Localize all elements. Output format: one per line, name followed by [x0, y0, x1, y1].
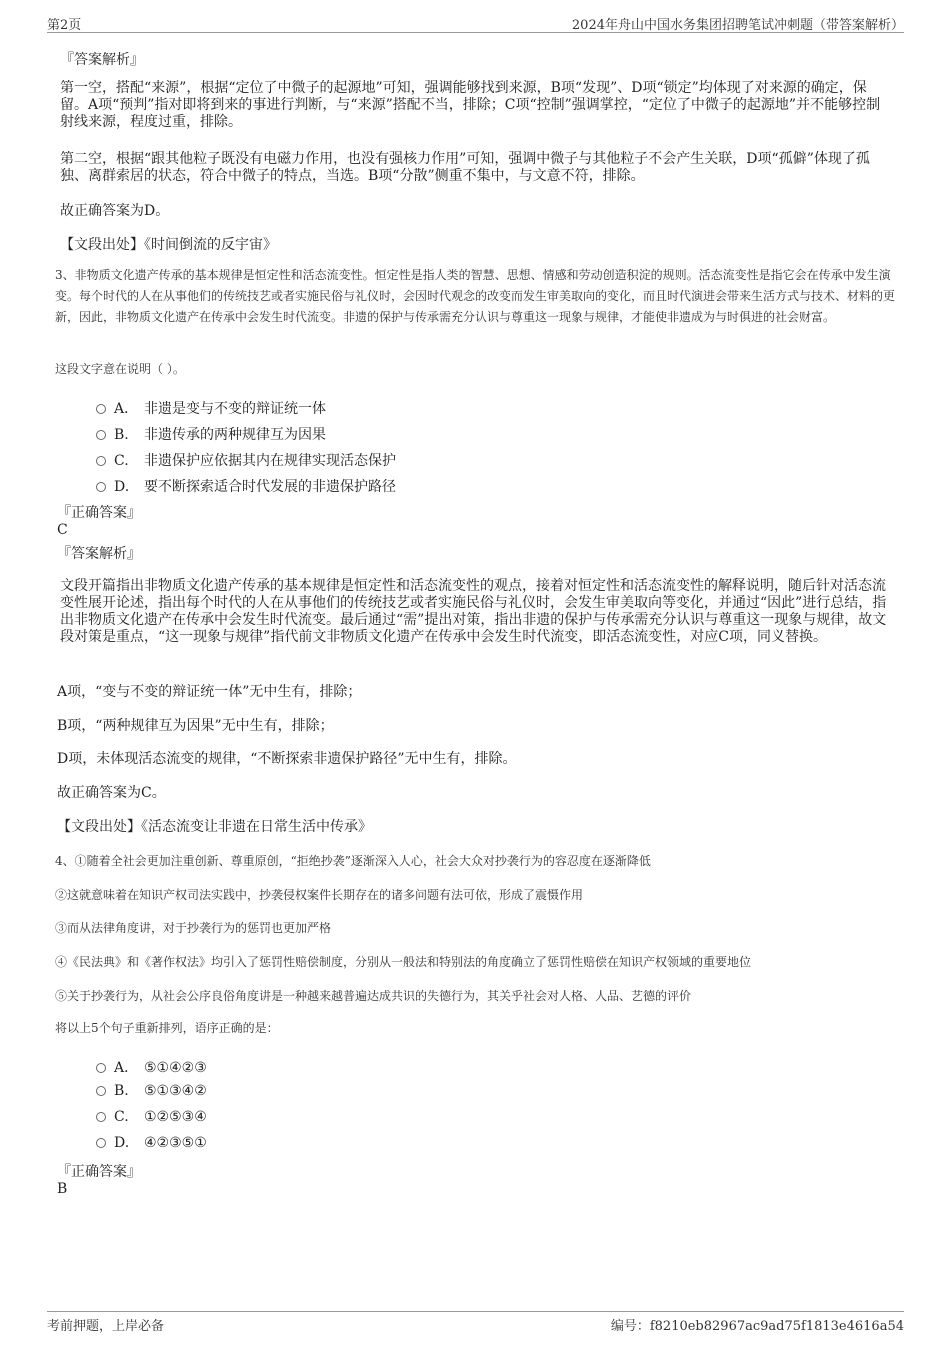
- option-b[interactable]: B. 非遗传承的两种规律互为因果: [96, 424, 326, 444]
- option-d[interactable]: D. 要不断探索适合时代发展的非遗保护路径: [96, 476, 396, 496]
- option-c[interactable]: C. 非遗保护应依据其内在规律实现活态保护: [96, 450, 396, 470]
- option-c[interactable]: C. ①②⑤③④: [96, 1109, 207, 1129]
- page-number: 第2页: [47, 18, 82, 33]
- sentence-2: ②这就意味着在知识产权司法实践中，抄袭侵权案件长期存在的诸多问题有法可依，形成了震慑作用: [55, 888, 584, 902]
- radio-icon[interactable]: [96, 1063, 106, 1073]
- sentence-5: ⑤关于抄袭行为，从社会公序良俗角度讲是一种越来越普遍达成共识的失德行为，其关乎社会对人格、人品、艺德的评价: [55, 989, 692, 1003]
- radio-icon[interactable]: [96, 456, 106, 466]
- option-note-b: B项，“两种规律互为因果”无中生有，排除；: [57, 718, 334, 734]
- footer-slogan: 考前押题，上岸必备: [47, 1319, 165, 1334]
- radio-icon[interactable]: [96, 404, 106, 414]
- analysis-paragraph: 第二空，根据“跟其他粒子既没有电磁力作用，也没有强核力作用”可知，强调中微子与其他粒子不会产生关联，D项“孤僻”体现了孤独、离群索居的状态，符合中微子的特点，当选。B项“分散”侧重不集中，与文意不符，排除。: [60, 151, 870, 184]
- sentence-3: ③而从法律角度讲，对于抄袭行为的惩罚也更加严格: [55, 921, 332, 935]
- source-citation: 【文段出处】《时间倒流的反宇宙》: [60, 237, 277, 253]
- option-a[interactable]: A． ⑤①④②③: [96, 1057, 207, 1077]
- analysis-label: 『答案解析』: [57, 546, 141, 562]
- document-title: 2024年舟山中国水务集团招聘笔试冲刺题（带答案解析）: [571, 18, 904, 33]
- option-b[interactable]: B. ⑤①③④②: [96, 1083, 207, 1103]
- page-header: [47, 14, 904, 33]
- answer-label: 『正确答案』: [57, 505, 141, 521]
- correct-answer: C: [57, 522, 68, 538]
- option-a[interactable]: A． 非遗是变与不变的辩证统一体: [96, 398, 326, 418]
- page-footer: [47, 1311, 904, 1332]
- question-prompt: 将以上5个句子重新排列，语序正确的是：: [55, 1021, 279, 1035]
- option-note-d: D项，未体现活态流变的规律，“不断探索非遗保护路径”无中生有，排除。: [57, 751, 517, 767]
- analysis-label: 『答案解析』: [60, 52, 144, 68]
- question-prompt: 这段文字意在说明（ ）。: [55, 362, 185, 376]
- sentence-1: 4、①随着全社会更加注重创新、尊重原创，“拒绝抄袭”逐渐深入人心，社会大众对抄袭行为的容忍度在逐渐降低: [55, 854, 651, 868]
- radio-icon[interactable]: [96, 482, 106, 492]
- document-code: 编号：f8210eb82967ac9ad75f1813e4616a54: [610, 1319, 904, 1334]
- radio-icon[interactable]: [96, 1086, 106, 1096]
- correct-answer: B: [57, 1181, 68, 1197]
- question-stem: 3、非物质文化遗产传承的基本规律是恒定性和活态流变性。恒定性是指人类的智慧、思想、情感和劳动创造积淀的规则。活态流变性是指它会在传承中发生演变。每个时代的人在从事他们的传统技艺或者实施民俗与礼仪时，会因时代观念的改变而发生审美取向的变化，而且时代演进会带来生活方式与技术、材料的更新，因此，非物质文化遗产在传承中会发生时代流变。非遗的保护与传承需充分认识与尊重这一现象与规律，才能使非遗成为与时俱进的社会财富。: [55, 268, 896, 324]
- option-d[interactable]: D. ④②③⑤①: [96, 1135, 207, 1155]
- conclusion: 故正确答案为C。: [57, 785, 166, 801]
- source-citation: 【文段出处】《活态流变让非遗在日常生活中传承》: [57, 819, 372, 835]
- conclusion: 故正确答案为D。: [60, 203, 170, 219]
- answer-label: 『正确答案』: [57, 1164, 141, 1180]
- sentence-4: ④《民法典》和《著作权法》均引入了惩罚性赔偿制度，分别从一般法和特别法的角度确立了惩罚性赔偿在知识产权领域的重要地位: [55, 955, 752, 969]
- radio-icon[interactable]: [96, 430, 106, 440]
- option-note-a: A项，“变与不变的辩证统一体”无中生有，排除；: [57, 684, 362, 700]
- analysis-paragraph: 第一空，搭配“来源”，根据“定位了中微子的起源地”可知，强调能够找到来源，B项“发现”、D项“锁定”均体现了对来源的确定，保留。A项“预判”指对即将到来的事进行判断，与“来源”搭配不当，排除；C项“控制”强调掌控，“定位了中微子的起源地”并不能够控制射线来源，程度过重，排除。: [60, 80, 881, 130]
- analysis-paragraph: 文段开篇指出非物质文化遗产传承的基本规律是恒定性和活态流变性的观点，接着对恒定性和活态流变性的解释说明，随后针对活态流变性展开论述，指出每个时代的人在从事他们的传统技艺或者实施民俗与礼仪时，会发生审美取向等变化，并通过“因此”进行总结，指出非物质文化遗产在传承中会发生时代流变。最后通过“需”提出对策，指出非遗的保护与传承需充分认识与尊重这一现象与规律，故文段对策是重点，“这一现象与规律”指代前文非物质文化遗产在传承中会发生时代流变，即活态流变性，对应C项，同义替换。: [60, 578, 887, 645]
- radio-icon[interactable]: [96, 1138, 106, 1148]
- radio-icon[interactable]: [96, 1112, 106, 1122]
